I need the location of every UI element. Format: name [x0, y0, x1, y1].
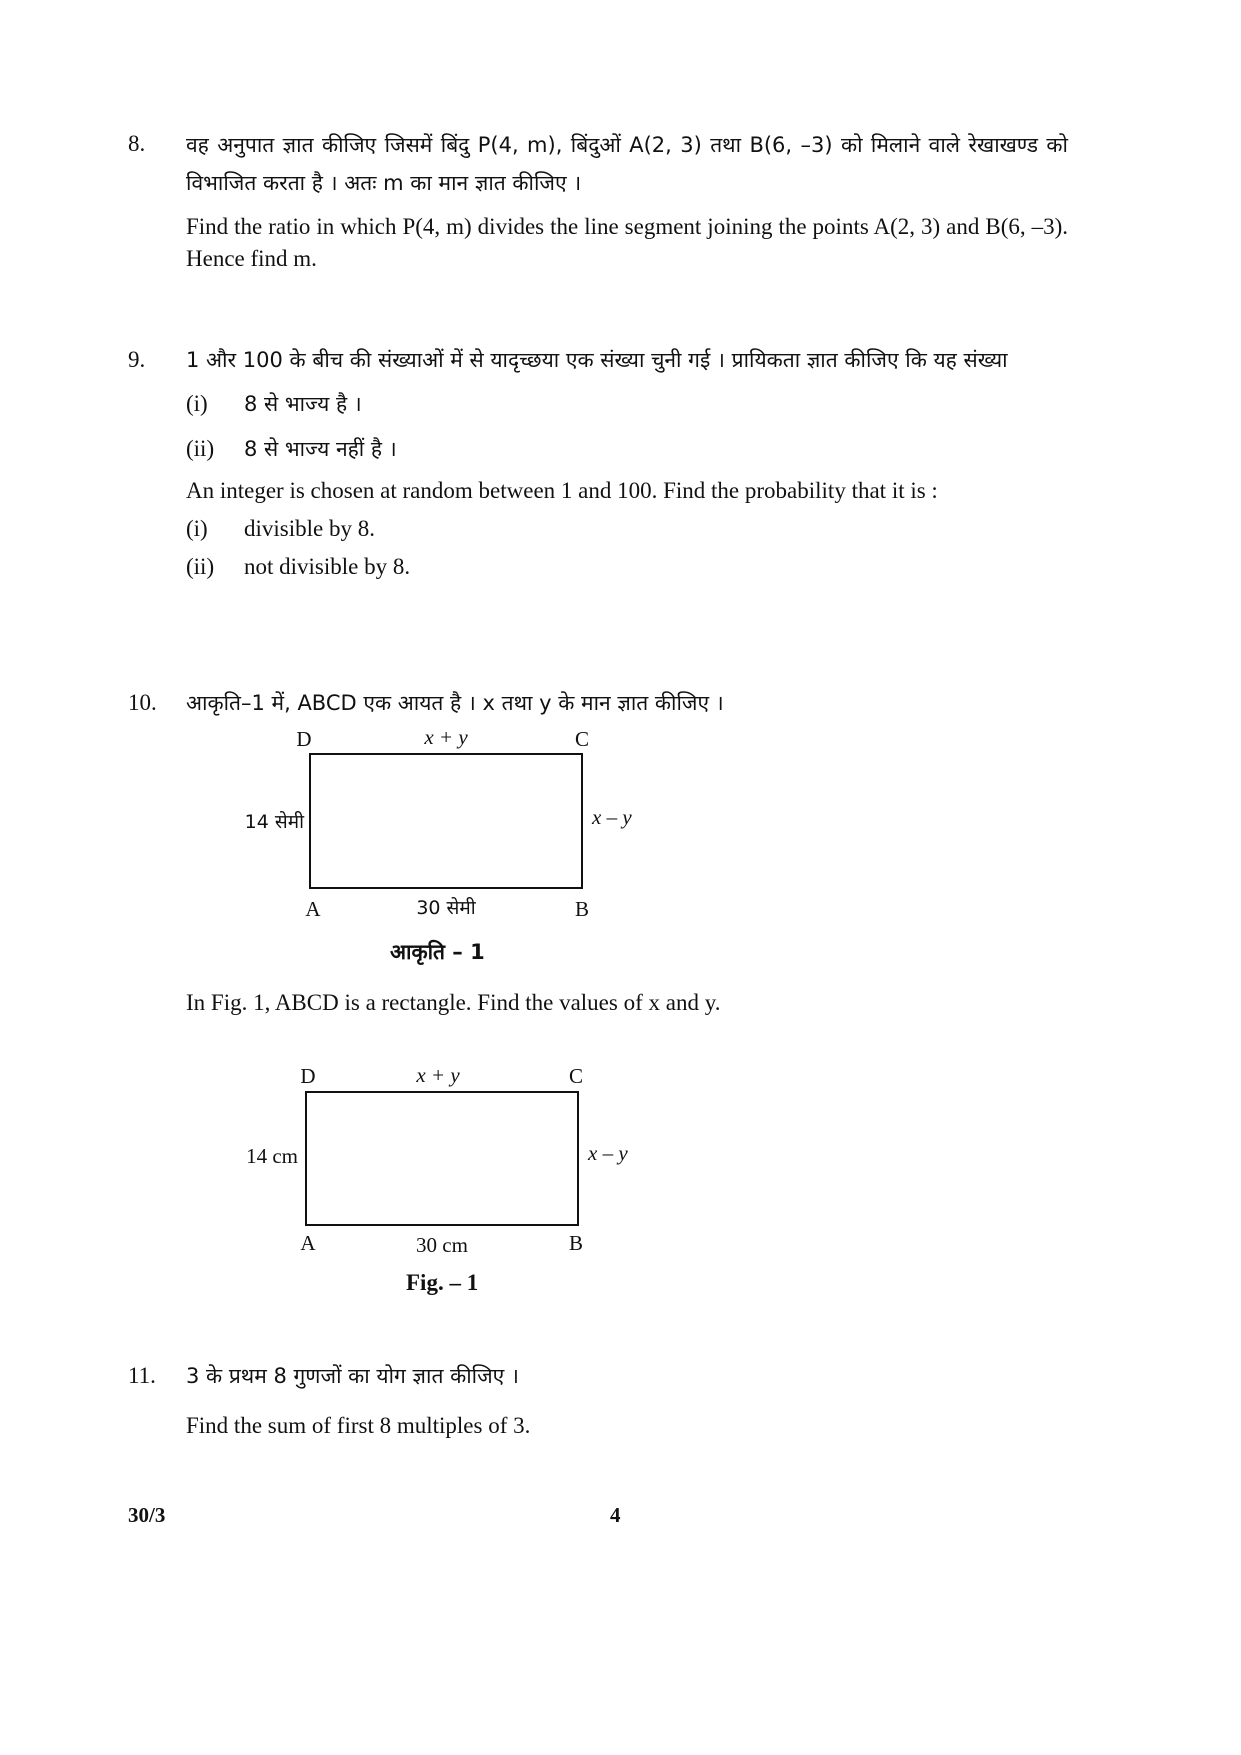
vertex-b: B — [574, 897, 590, 920]
part-label: (i) — [186, 516, 208, 541]
rectangle-abcd — [306, 1092, 578, 1225]
part-label: (i) — [186, 391, 208, 416]
vertex-d: D — [300, 1064, 316, 1088]
side-right-label: x – y — [592, 805, 632, 829]
question-11-hindi: 3 के प्रथम 8 गुणजों का योग ज्ञात कीजिए । — [186, 1364, 519, 1388]
question-11-body — [186, 1358, 1068, 1444]
side-right-label: x – y — [588, 1141, 628, 1165]
figure-1-hindi — [230, 720, 650, 920]
part-text: 8 से भाज्य नहीं है । — [244, 437, 397, 461]
vertex-d: D — [296, 727, 312, 751]
vertex-c: C — [574, 727, 590, 751]
question-9-body — [186, 342, 1068, 585]
part-text: not divisible by 8. — [244, 554, 411, 579]
side-left-label: 14 सेमी — [244, 811, 304, 833]
question-8-english: Find the ratio in which P(4, m) divides the line segment joining the points A(2, 3) and B(6, –3). Hence find m. — [186, 214, 1068, 271]
hindi-part-i — [186, 386, 1068, 422]
question-number: 8. — [128, 131, 146, 156]
question-10-english-body — [186, 985, 1068, 1021]
figure-1-hindi-caption: आकृति – 1 — [390, 940, 485, 964]
english-part-i — [186, 511, 1068, 547]
figure-1-english — [226, 1058, 646, 1258]
question-10-body — [186, 685, 1068, 721]
question-11-english: Find the sum of first 8 multiples of 3. — [186, 1413, 531, 1438]
question-8-hindi: वह अनुपात ज्ञात कीजिए जिसमें बिंदु P(4, m), बिंदुओं A(2, 3) तथा B(6, –3) को मिलाने वाले रेखाखण्ड को विभाजित करता है । अतः m का मान ज्ञात कीजिए । — [186, 133, 1068, 195]
side-left-label: 14 cm — [246, 1144, 298, 1168]
question-8-body — [186, 126, 1068, 275]
figure-1-english-caption: Fig. – 1 — [406, 1270, 479, 1295]
page-number: 4 — [610, 1503, 621, 1527]
question-9-hindi: 1 और 100 के बीच की संख्याओं में से यादृच्छया एक संख्या चुनी गई । प्रायिकता ज्ञात कीजिए कि यह संख्या — [186, 348, 1008, 372]
hindi-part-ii — [186, 431, 1068, 467]
side-top-label: x + y — [424, 725, 468, 749]
part-text: divisible by 8. — [244, 516, 375, 541]
question-number: 9. — [128, 347, 146, 372]
question-9-english: An integer is chosen at random between 1 and 100. Find the probability that it is : — [186, 478, 938, 503]
side-bottom-label: 30 सेमी — [416, 897, 476, 919]
question-10-english: In Fig. 1, ABCD is a rectangle. Find the values of x and y. — [186, 990, 721, 1015]
vertex-a: A — [305, 897, 321, 920]
part-text: 8 से भाज्य है । — [244, 392, 362, 416]
part-label: (ii) — [186, 436, 215, 461]
vertex-c: C — [568, 1064, 584, 1088]
vertex-b: B — [568, 1231, 584, 1255]
side-bottom-label: 30 cm — [416, 1233, 468, 1257]
vertex-a: A — [300, 1231, 316, 1255]
question-number: 10. — [128, 690, 157, 715]
question-number: 11. — [128, 1363, 156, 1388]
paper-code: 30/3 — [128, 1503, 166, 1527]
part-label: (ii) — [186, 554, 215, 579]
rectangle-abcd — [310, 754, 582, 888]
english-part-ii — [186, 549, 1068, 585]
side-top-label: x + y — [416, 1063, 460, 1087]
question-10-hindi: आकृति–1 में, ABCD एक आयत है । x तथा y के मान ज्ञात कीजिए । — [186, 691, 724, 715]
